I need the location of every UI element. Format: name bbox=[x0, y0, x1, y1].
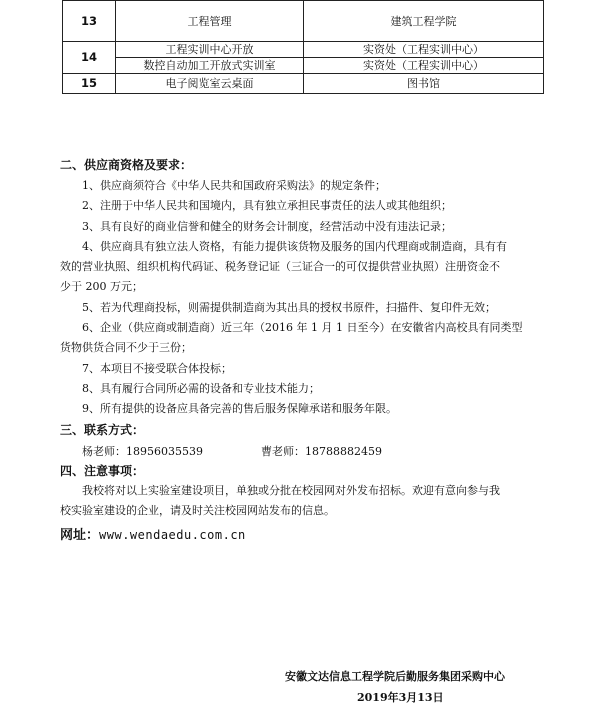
department: 实资处（工程实训中心） bbox=[304, 42, 544, 58]
requirement-item: 货物供货合同不少于三份； bbox=[60, 341, 192, 354]
table-row bbox=[63, 58, 544, 74]
project-name: 电子阅览室云桌面 bbox=[116, 74, 304, 94]
row-number: 15 bbox=[63, 74, 116, 94]
requirement-item: 3、具有良好的商业信誉和健全的财务会计制度，经营活动中没有违法记录； bbox=[82, 220, 452, 233]
requirement-item: 5、若为代理商投标，则需提供制造商为其出具的授权书原件，扫描件、复印件无效； bbox=[82, 301, 496, 314]
requirement-item: 2、注册于中华人民共和国境内，具有独立承担民事责任的法人或其他组织； bbox=[82, 199, 452, 212]
project-table bbox=[62, 0, 544, 94]
row-number: 14 bbox=[63, 42, 116, 74]
requirement-item: 9、所有提供的设备应具备完善的售后服务保障承诺和服务年限。 bbox=[82, 402, 397, 415]
table-row bbox=[63, 42, 544, 58]
requirement-item: 8、具有履行合同所必需的设备和专业技术能力； bbox=[82, 382, 320, 395]
requirement-item: 效的营业执照、组织机构代码证、税务登记证（三证合一的可仅提供营业执照）注册资金不 bbox=[60, 260, 500, 273]
footer-date: 2019年3月13日 bbox=[357, 691, 444, 704]
notice-text: 校实验室建设的企业，请及时关注校园网站发布的信息。 bbox=[60, 504, 335, 517]
contact-yang: 杨老师：18956035539 bbox=[82, 445, 203, 458]
table-row bbox=[63, 74, 544, 94]
contact-cao: 曹老师：18788882459 bbox=[261, 445, 382, 458]
requirement-item: 7、本项目不接受联合体投标； bbox=[82, 362, 232, 375]
notice-text: 我校将对以上实验室建设项目，单独或分批在校园网对外发布招标。欢迎有意向参与我 bbox=[82, 484, 500, 497]
requirement-item: 少于 200 万元； bbox=[60, 280, 143, 293]
department: 图书馆 bbox=[304, 74, 544, 94]
department: 实资处（工程实训中心） bbox=[304, 58, 544, 74]
department: 建筑工程学院 bbox=[304, 1, 544, 42]
website-label: 网址： bbox=[60, 528, 100, 543]
requirement-item: 1、供应商须符合《中华人民共和国政府采购法》的规定条件； bbox=[82, 179, 386, 192]
project-name: 工程管理 bbox=[116, 1, 304, 42]
table-row bbox=[63, 1, 544, 42]
section-heading: 二、供应商资格及要求： bbox=[60, 158, 193, 172]
requirement-item: 4、供应商具有独立法人资格，有能力提供该货物及服务的国内代理商或制造商，具有有 bbox=[82, 240, 507, 253]
requirement-item: 6、企业（供应商或制造商）近三年（2016 年 1 月 1 日至今）在安徽省内高校具有同类型 bbox=[82, 321, 523, 334]
row-number: 13 bbox=[63, 1, 116, 42]
section-heading: 四、注意事项： bbox=[60, 464, 145, 478]
footer-org: 安徽文达信息工程学院后勤服务集团采购中心 bbox=[285, 670, 505, 683]
project-name: 工程实训中心开放 bbox=[116, 42, 304, 58]
website-line bbox=[60, 524, 246, 543]
website-link[interactable]: www.wendaedu.com.cn bbox=[99, 528, 246, 542]
project-name: 数控自动加工开放式实训室 bbox=[116, 58, 304, 74]
section-heading: 三、联系方式： bbox=[60, 423, 145, 437]
